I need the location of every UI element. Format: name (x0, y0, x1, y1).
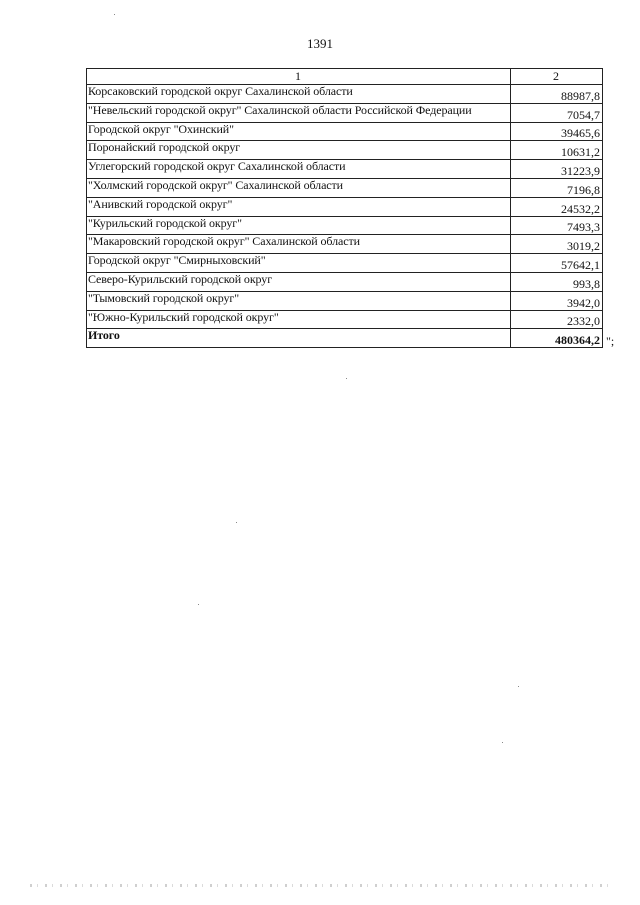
total-label: Итого (87, 329, 511, 348)
municipality-name: "Макаровский городской округ" Сахалинской области (87, 235, 511, 254)
table-row (87, 141, 603, 160)
table-row (87, 291, 603, 310)
amount-value: 3942,0 (511, 291, 603, 310)
amount-value: 88987,8 (511, 85, 603, 104)
amount-value: 39465,6 (511, 122, 603, 141)
table-row (87, 235, 603, 254)
column-header-2: 2 (511, 69, 603, 85)
municipality-name: "Невельский городской округ" Сахалинской области Российской Федерации (87, 103, 511, 122)
closing-quote-mark: "; (606, 334, 615, 348)
amount-value: 31223,9 (511, 160, 603, 179)
table-row (87, 310, 603, 329)
table-row (87, 197, 603, 216)
total-value: 480364,2 (511, 329, 603, 348)
table-row (87, 85, 603, 104)
municipality-name: "Анивский городской округ" (87, 197, 511, 216)
scan-speck (114, 14, 115, 15)
scan-speck (346, 378, 347, 379)
table-row (87, 254, 603, 273)
amount-value: 10631,2 (511, 141, 603, 160)
budget-table (86, 68, 603, 348)
municipality-name: "Южно-Курильский городской округ" (87, 310, 511, 329)
municipality-name: "Тымовский городской округ" (87, 291, 511, 310)
table-row (87, 216, 603, 235)
municipality-name: "Холмский городской округ" Сахалинской области (87, 178, 511, 197)
table-row (87, 122, 603, 141)
table-row (87, 272, 603, 291)
scan-edge-noise (30, 884, 610, 887)
scan-speck (198, 604, 199, 605)
amount-value: 7196,8 (511, 178, 603, 197)
municipality-name: Городской округ "Смирныховский" (87, 254, 511, 273)
amount-value: 7054,7 (511, 103, 603, 122)
amount-value: 57642,1 (511, 254, 603, 273)
municipality-name: Поронайский городской округ (87, 141, 511, 160)
table-row (87, 178, 603, 197)
column-header-1: 1 (87, 69, 511, 85)
amount-value: 24532,2 (511, 197, 603, 216)
municipality-name: Городской округ "Охинский" (87, 122, 511, 141)
amount-value: 993,8 (511, 272, 603, 291)
scan-speck (518, 686, 519, 687)
amount-value: 3019,2 (511, 235, 603, 254)
scan-speck (502, 742, 503, 743)
total-row (87, 329, 603, 348)
amount-value: 7493,3 (511, 216, 603, 235)
scan-speck (236, 522, 237, 523)
municipality-name: Корсаковский городской округ Сахалинской области (87, 85, 511, 104)
municipality-name: Северо-Курильский городской округ (87, 272, 511, 291)
page-number: 1391 (307, 36, 333, 51)
amount-value: 2332,0 (511, 310, 603, 329)
municipality-name: "Курильский городской округ" (87, 216, 511, 235)
table-row (87, 160, 603, 179)
table-header-row (87, 69, 603, 85)
municipality-name: Углегорский городской округ Сахалинской области (87, 160, 511, 179)
table-row (87, 103, 603, 122)
